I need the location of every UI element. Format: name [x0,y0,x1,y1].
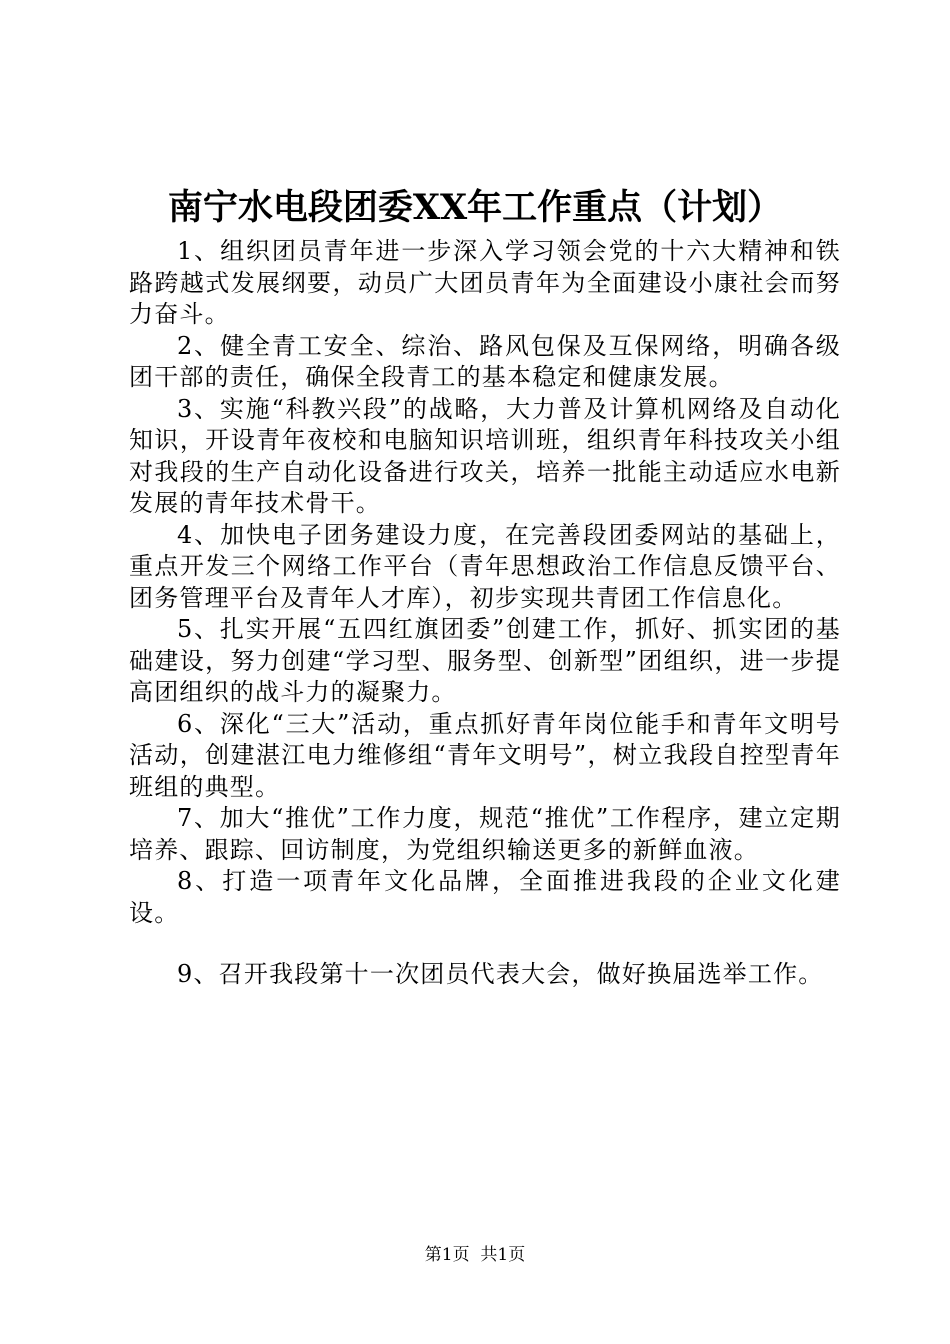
paragraph-6: 6、深化“三大”活动，重点抓好青年岗位能手和青年文明号活动，创建湛江电力维修组“青年文明号”，树立我段自控型青年班组的典型。 [129,709,841,801]
page-footer: 第1页 共1页 [424,1245,526,1265]
paragraph-1: 1、组织团员青年进一步深入学习领会党的十六大精神和铁路跨越式发展纲要，动员广大团员青年为全面建设小康社会而努力奋斗。 [129,237,841,328]
paragraph-4: 4、加快电子团务建设力度，在完善段团委网站的基础上，重点开发三个网络工作平台（青年思想政治工作信息反馈平台、团务管理平台及青年人才库），初步实现共青团工作信息化。 [129,520,841,612]
paragraph-7: 7、加大“推优”工作力度，规范“推优”工作程序，建立定期培养、跟踪、回访制度，为党组织输送更多的新鲜血液。 [129,804,841,864]
paragraph-5: 5、扎实开展“五四红旗团委”创建工作，抓好、抓实团的基础建设，努力创建“学习型、服务型、创新型”团组织，进一步提高团组织的战斗力的凝聚力。 [129,615,841,706]
paragraph-8: 8、打造一项青年文化品牌，全面推进我段的企业文化建设。 [129,867,841,927]
document-title: 南宁水电段团委XX年工作重点（计划） [167,187,783,228]
paragraph-3: 3、实施“科教兴段”的战略，大力普及计算机网络及自动化知识，开设青年夜校和电脑知识培训班，组织青年科技攻关小组对我段的生产自动化设备进行攻关，培养一批能主动适应水电新发展的青年技术骨干。 [129,394,841,517]
paragraph-2: 2、健全青工安全、综治、路风包保及互保网络，明确各级团干部的责任，确保全段青工的基本稳定和健康发展。 [129,331,841,391]
document-body [129,236,841,991]
paragraph-9: 9、召开我段第十一次团员代表大会，做好换届选举工作。 [177,960,824,988]
